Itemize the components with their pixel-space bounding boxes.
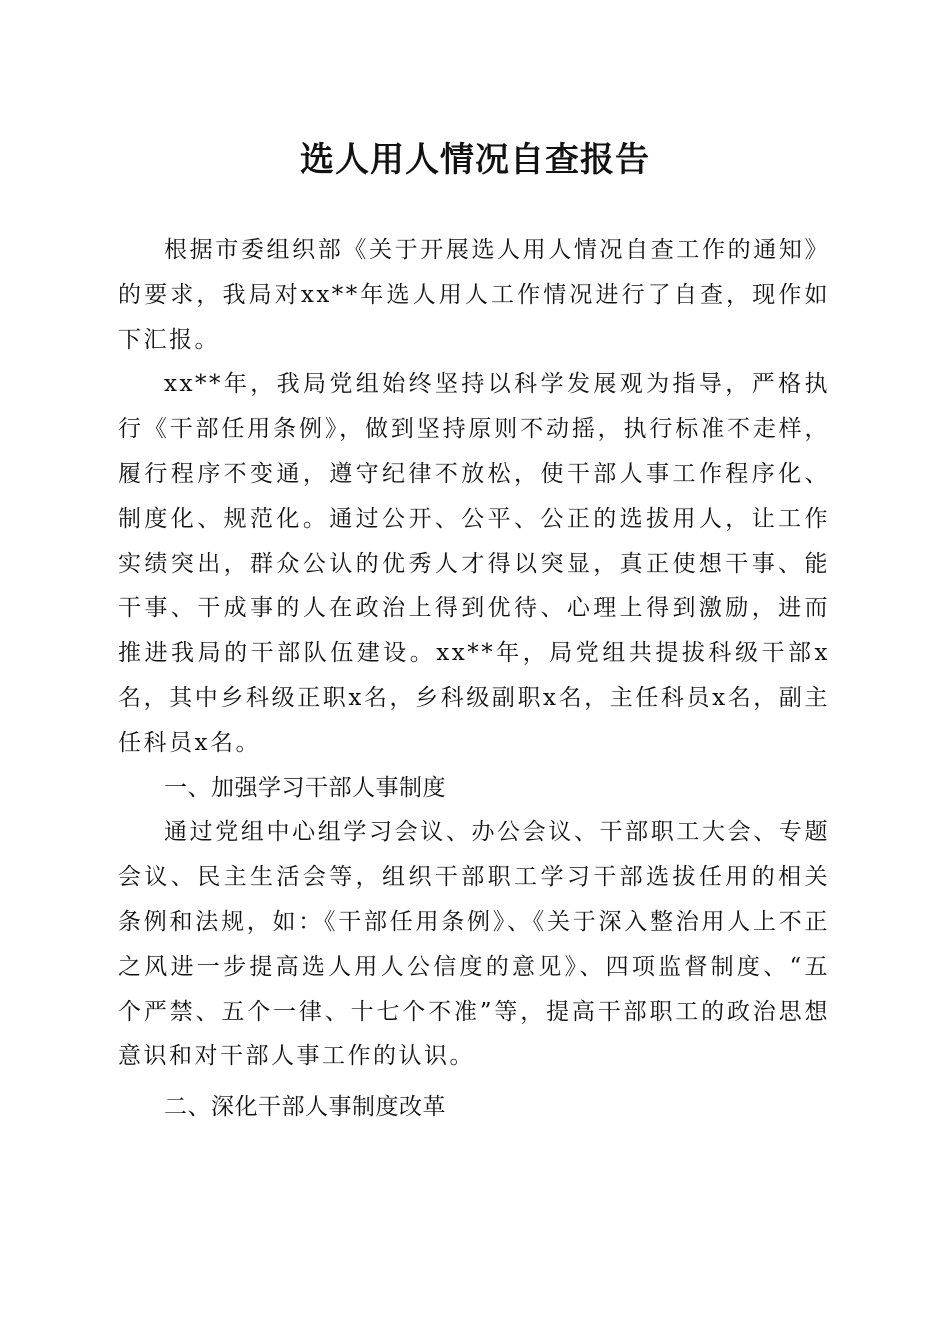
document-body [118, 228, 830, 1130]
document-title: 选人用人情况自查报告 [300, 140, 650, 180]
overview-paragraph: xx**年，我局党组始终坚持以科学发展观为指导，严格执行《干部任用条例》，做到坚持原则不动摇，执行标准不走样，履行程序不变通，遵守纪律不放松，使干部人事工作程序化、制度化、规范化。通过公开、公平、公正的选拔用人，让工作实绩突出，群众公认的优秀人才得以突显，真正使想干事、能干事、干成事的人在政治上得到优待、心理上得到激励，进而推进我局的干部队伍建设。xx**年，局党组共提拔科级干部x名，其中乡科级正职x名，乡科级副职x名，主任科员x名，副主任科员x名。 [118, 371, 830, 756]
intro-paragraph: 根据市委组织部《关于开展选人用人情况自查工作的通知》的要求，我局对xx**年选人用人工作情况进行了自查，现作如下汇报。 [118, 237, 830, 353]
section-1-heading: 一、加强学习干部人事制度 [164, 774, 446, 801]
section-1-paragraph: 通过党组中心组学习会议、办公会议、干部职工大会、专题会议、民主生活会等，组织干部职工学习干部选拔任用的相关条例和法规，如：《干部任用条例》、《关于深入整治用人上不正之风进一步提高选人用人公信度的意见》、四项监督制度、“五个严禁、五个一律、十七个不准”等，提高干部职工的政治思想意识和对干部人事工作的认识。 [118, 819, 830, 1070]
section-2-heading: 二、深化干部人事制度改革 [164, 1094, 446, 1121]
